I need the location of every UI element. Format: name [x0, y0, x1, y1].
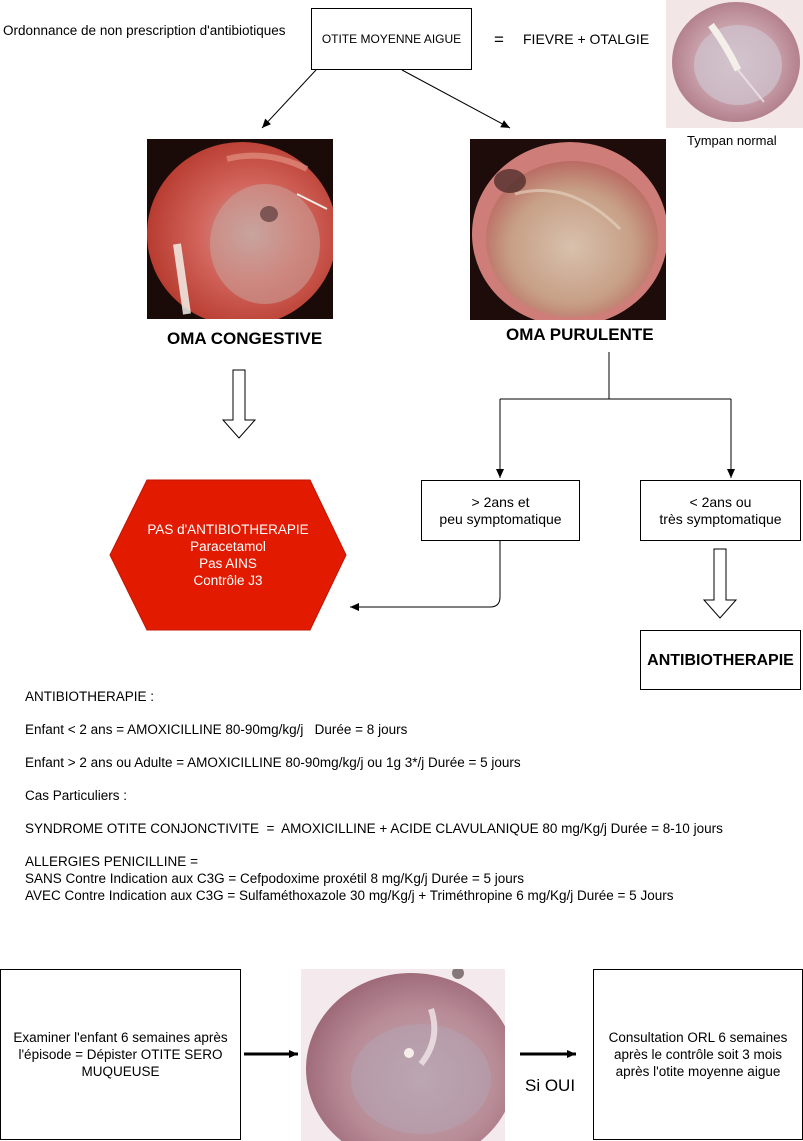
normal-tympanum-caption: Tympan normal: [687, 133, 777, 148]
followup-exam-box: [0, 969, 241, 1140]
arrow-to-purulent: [402, 70, 510, 128]
consultation-line: après le contrôle soit 3 mois: [613, 1047, 783, 1062]
consultation-line: Consultation ORL 6 semaines: [608, 1030, 788, 1045]
effusion-tympanum-photo: [301, 969, 505, 1141]
normal-tympanum-photo: [666, 0, 803, 128]
consultation-line: après l'otite moyenne aigue: [615, 1064, 781, 1079]
oma-main-box: [311, 8, 472, 70]
hollow-arrow-antibio: [704, 549, 736, 618]
followup-condition: Si OUI: [525, 1076, 576, 1095]
antibiotherapy-notes: [25, 688, 723, 904]
hollow-arrow-congestive: [223, 370, 255, 438]
notes-heading: ANTIBIOTHERAPIE :: [25, 689, 155, 704]
notes-child-over-2: Enfant > 2 ans ou Adulte = AMOXICILLINE 80-90mg/kg/j ou 1g 3*/j Durée = 5 jours: [25, 755, 521, 770]
no-antibio-text: [110, 480, 346, 630]
followup-line: MUQUEUSE: [81, 1064, 160, 1079]
no-antibio-line: Pas AINS: [199, 556, 257, 571]
followup-line: l'épisode = Dépister OTITE SERO: [18, 1047, 223, 1062]
document-title: Ordonnance de non prescription d'antibiotiques: [3, 23, 286, 38]
over-2-line: peu symptomatique: [439, 510, 562, 527]
oma-main-label: OTITE MOYENNE AIGUE: [321, 31, 462, 46]
followup-line: Examiner l'enfant 6 semaines après: [13, 1030, 228, 1045]
no-antibio-line: Paracetamol: [190, 539, 266, 554]
oma-definition: FIEVRE + OTALGIE: [523, 31, 650, 47]
notes-allergy-without: SANS Contre Indication aux C3G = Cefpodoxime proxétil 8 mg/Kg/j Durée = 5 jours: [25, 871, 524, 886]
purulent-tympanum-photo: [470, 139, 666, 320]
arrow-to-congestive: [262, 70, 316, 128]
notes-child-under-2: Enfant < 2 ans = AMOXICILLINE 80-90mg/kg/j Durée = 8 jours: [25, 722, 408, 737]
ent-consultation-box: [593, 969, 803, 1140]
antibiotherapie-label: ANTIBIOTHERAPIE: [647, 651, 794, 669]
over-2-years-box: [421, 480, 580, 541]
notes-syndrome: SYNDROME OTITE CONJONCTIVITE = AMOXICILLINE + ACIDE CLAVULANIQUE 80 mg/Kg/j Durée = 8-10 jours: [25, 821, 723, 836]
purulent-title: OMA PURULENTE: [506, 325, 654, 344]
no-antibio-line: PAS d'ANTIBIOTHERAPIE: [147, 522, 309, 537]
equals-sign: =: [494, 30, 504, 49]
under-2-years-box: [640, 480, 801, 541]
over-2-line: > 2ans et: [471, 493, 530, 510]
antibiotherapie-box: [640, 630, 801, 690]
under-2-line: très symptomatique: [659, 510, 782, 527]
notes-special-heading: Cas Particuliers :: [25, 788, 128, 803]
congestive-title: OMA CONGESTIVE: [167, 329, 323, 348]
congestive-tympanum-photo: [147, 139, 333, 319]
notes-allergy-with: AVEC Contre Indication aux C3G = Sulfaméthoxazole 30 mg/Kg/j + Triméthropine 6 mg/Kg/j Durée = 5 Jours: [25, 888, 674, 903]
arrow-to-no-antibio: [350, 541, 500, 607]
no-antibio-line: Contrôle J3: [193, 573, 263, 588]
under-2-line: < 2ans ou: [689, 493, 752, 510]
notes-allergy-heading: ALLERGIES PENICILLINE =: [25, 854, 198, 869]
